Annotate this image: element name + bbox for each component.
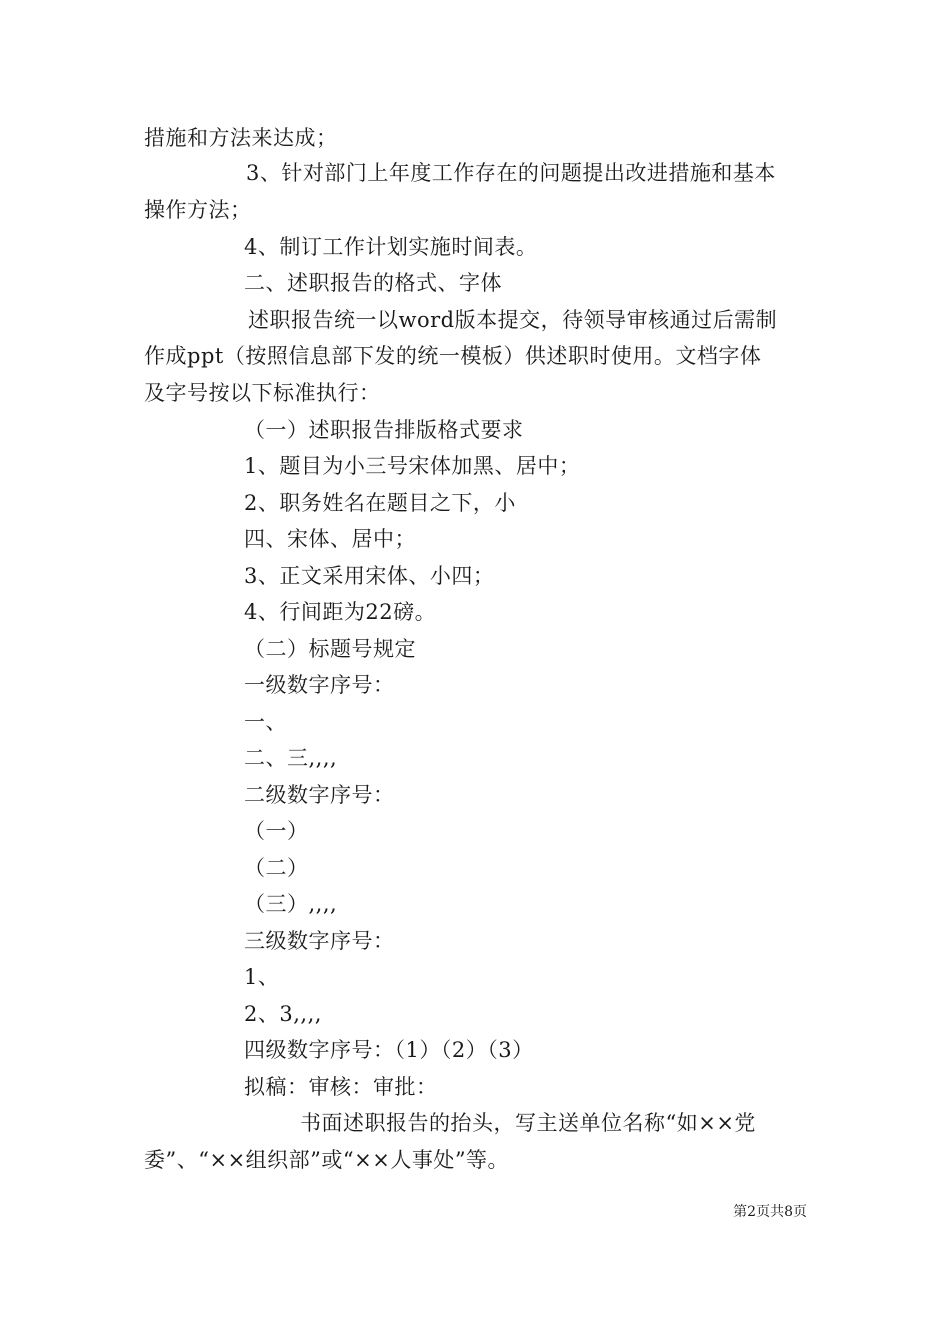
text-line: 1、题目为小三号宋体加黑、居中； [244, 454, 581, 478]
text-line: （三）,,,, [244, 892, 338, 916]
text-line: 四级数字序号：（1）（2）（3） [244, 1038, 534, 1062]
text-line: 一级数字序号： [244, 673, 395, 697]
text-line: 操作方法； [144, 198, 252, 222]
text-line: 作成ppt（按照信息部下发的统一模板）供述职时使用。文档字体 [144, 344, 762, 368]
text-line: 1、 [244, 965, 280, 989]
text-line: 二、三,,,, [244, 746, 338, 770]
text-line: 及字号按以下标准执行： [144, 381, 381, 405]
text-line: 三级数字序号： [244, 929, 395, 953]
text-line: 述职报告统一以word版本提交，待领导审核通过后需制 [248, 308, 778, 332]
section-heading: 二、述职报告的格式、字体 [244, 271, 502, 295]
subsection-heading: （一）述职报告排版格式要求 [244, 418, 524, 442]
text-line: 拟稿：审核：审批： [244, 1075, 438, 1099]
text-line: 3、针对部门上年度工作存在的问题提出改进措施和基本 [246, 161, 776, 185]
text-line: 2、职务姓名在题目之下，小 [244, 491, 516, 515]
page-number-footer: 第2页共8页 [733, 1204, 807, 1220]
text-line: 书面述职报告的抬头，写主送单位名称“如××党 [300, 1111, 756, 1135]
text-line: 4、行间距为22磅。 [244, 600, 437, 624]
subsection-heading: （二）标题号规定 [244, 637, 416, 661]
text-line: 3、正文采用宋体、小四； [244, 564, 495, 588]
text-line: 4、制订工作计划实施时间表。 [244, 235, 538, 259]
text-line: 委”、“××组织部”或“××人事处”等。 [144, 1148, 510, 1172]
text-line: 四、宋体、居中； [244, 527, 416, 551]
text-line: 2、3,,,, [244, 1002, 322, 1026]
text-line: （二） [244, 856, 309, 880]
text-line: 二级数字序号： [244, 783, 395, 807]
text-line: 措施和方法来达成； [144, 126, 338, 150]
text-line: （一） [244, 819, 309, 843]
text-line: 一、 [244, 710, 287, 734]
